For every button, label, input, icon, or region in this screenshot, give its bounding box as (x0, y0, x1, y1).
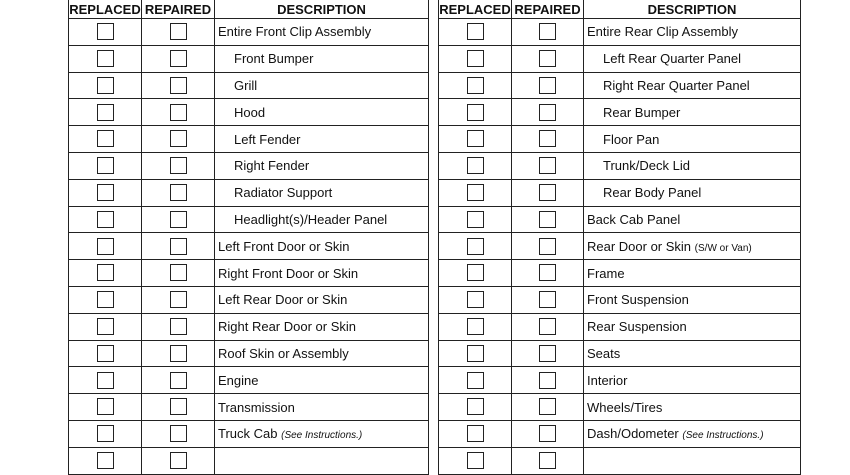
table-row (69, 420, 429, 447)
left-replaced-header: REPLACED (69, 0, 142, 19)
replaced-checkbox[interactable] (467, 184, 484, 201)
description-cell (215, 286, 429, 313)
description-label: Engine (218, 372, 259, 388)
table-row (439, 179, 801, 206)
replaced-checkbox[interactable] (97, 318, 114, 335)
description-label: Left Fender (234, 131, 301, 147)
replaced-checkbox[interactable] (97, 425, 114, 442)
replaced-checkbox[interactable] (97, 184, 114, 201)
left-replaced-cell (69, 394, 142, 421)
table-row (69, 72, 429, 99)
table-row (69, 206, 429, 233)
table-row (439, 206, 801, 233)
repaired-checkbox[interactable] (170, 23, 187, 40)
description-cell (215, 19, 429, 46)
repaired-checkbox[interactable] (539, 157, 556, 174)
description-cell (215, 126, 429, 153)
right-replaced-cell (439, 394, 512, 421)
description-note: (See Instructions.) (682, 430, 764, 442)
left-replaced-cell (69, 152, 142, 179)
replaced-checkbox[interactable] (97, 50, 114, 67)
description-cell (215, 260, 429, 287)
description-cell (215, 206, 429, 233)
left-repaired-cell (142, 340, 215, 367)
left-replaced-cell (69, 260, 142, 287)
description-label: Grill (234, 77, 258, 93)
table-row (69, 99, 429, 126)
checkbox-cell (439, 447, 512, 474)
replaced-checkbox[interactable] (97, 398, 114, 415)
right-repaired-cell (512, 340, 584, 367)
repaired-checkbox[interactable] (170, 157, 187, 174)
table-row (439, 152, 801, 179)
left-replaced-cell (69, 233, 142, 260)
description-cell (215, 72, 429, 99)
left-repaired-cell (142, 72, 215, 99)
replaced-checkbox[interactable] (467, 318, 484, 335)
left-replaced-cell (69, 72, 142, 99)
replaced-checkbox[interactable] (467, 264, 484, 281)
table-row (439, 286, 801, 313)
replaced-checkbox[interactable] (467, 104, 484, 121)
description-label: Left Front Door or Skin (218, 238, 350, 254)
repaired-checkbox[interactable] (170, 77, 187, 94)
repaired-checkbox[interactable] (170, 104, 187, 121)
description-cell (584, 286, 801, 313)
description-cell (215, 45, 429, 72)
right-repaired-cell (512, 313, 584, 340)
right-repaired-cell (512, 99, 584, 126)
table-row (69, 19, 429, 46)
left-damage-table (68, 0, 429, 475)
description-label: Hood (234, 104, 266, 120)
left-repaired-cell (142, 420, 215, 447)
right-replaced-header: REPLACED (439, 0, 512, 19)
description-label: Left Rear Quarter Panel (603, 51, 742, 67)
table-row (439, 99, 801, 126)
left-replaced-cell (69, 126, 142, 153)
description-cell (215, 233, 429, 260)
description-label: Headlight(s)/Header Panel (234, 211, 388, 227)
table-row (69, 179, 429, 206)
description-label: Back Cab Panel (587, 211, 681, 227)
right-repaired-cell (512, 19, 584, 46)
table-row (69, 340, 429, 367)
left-repaired-cell (142, 206, 215, 233)
right-replaced-cell (439, 313, 512, 340)
right-replaced-cell (439, 19, 512, 46)
replaced-checkbox[interactable] (467, 23, 484, 40)
left-repaired-cell (142, 367, 215, 394)
left-repaired-cell (142, 179, 215, 206)
description-cell (215, 99, 429, 126)
description-cell (584, 45, 801, 72)
description-cell (584, 19, 801, 46)
repaired-checkbox[interactable] (539, 50, 556, 67)
replaced-checkbox[interactable] (467, 77, 484, 94)
table-row (69, 233, 429, 260)
left-table-body (69, 19, 429, 475)
replaced-checkbox[interactable] (97, 452, 114, 469)
right-replaced-cell (439, 367, 512, 394)
repaired-checkbox[interactable] (539, 318, 556, 335)
left-repaired-cell (142, 233, 215, 260)
repaired-checkbox[interactable] (539, 77, 556, 94)
description-label: Front Suspension (587, 292, 689, 308)
right-repaired-cell (512, 179, 584, 206)
description-cell (584, 72, 801, 99)
table-row (69, 447, 429, 474)
table-row (69, 45, 429, 72)
left-replaced-cell (69, 19, 142, 46)
repaired-checkbox[interactable] (170, 184, 187, 201)
right-repaired-cell (512, 260, 584, 287)
repaired-checkbox[interactable] (170, 345, 187, 362)
description-label: Dash/Odometer (587, 426, 679, 442)
replaced-checkbox[interactable] (97, 130, 114, 147)
right-replaced-cell (439, 179, 512, 206)
right-repaired-cell (512, 233, 584, 260)
description-label: Right Rear Quarter Panel (603, 77, 750, 93)
table-row (439, 233, 801, 260)
table-row (439, 367, 801, 394)
left-description-header: DESCRIPTION (215, 0, 429, 19)
description-cell (584, 126, 801, 153)
left-replaced-cell (69, 45, 142, 72)
repaired-checkbox[interactable] (170, 291, 187, 308)
table-row (439, 340, 801, 367)
replaced-checkbox[interactable] (467, 130, 484, 147)
repaired-checkbox[interactable] (539, 264, 556, 281)
description-cell (215, 367, 429, 394)
repaired-checkbox[interactable] (170, 398, 187, 415)
table-row (439, 72, 801, 99)
replaced-checkbox[interactable] (467, 211, 484, 228)
table-row (69, 152, 429, 179)
repaired-checkbox[interactable] (170, 264, 187, 281)
right-replaced-cell (439, 260, 512, 287)
description-label: Truck Cab (218, 426, 278, 442)
left-repaired-cell (142, 286, 215, 313)
table-row (69, 260, 429, 287)
description-label: Rear Door or Skin (587, 238, 692, 254)
right-repaired-cell (512, 420, 584, 447)
description-cell (215, 152, 429, 179)
replaced-checkbox[interactable] (467, 345, 484, 362)
left-repaired-cell (142, 45, 215, 72)
description-cell (584, 420, 801, 447)
left-replaced-cell (69, 179, 142, 206)
repaired-checkbox[interactable] (170, 372, 187, 389)
replaced-checkbox[interactable] (97, 238, 114, 255)
replaced-checkbox[interactable] (467, 452, 484, 469)
table-row (69, 394, 429, 421)
description-label: Seats (587, 345, 621, 361)
repaired-checkbox[interactable] (170, 452, 187, 469)
left-repaired-cell (142, 260, 215, 287)
checkbox-cell (512, 447, 584, 474)
description-label: Rear Suspension (587, 319, 687, 335)
right-replaced-cell (439, 45, 512, 72)
replaced-checkbox[interactable] (97, 211, 114, 228)
description-cell (584, 367, 801, 394)
right-replaced-cell (439, 233, 512, 260)
replaced-checkbox[interactable] (97, 157, 114, 174)
description-label: Interior (587, 372, 628, 388)
description-label: Front Bumper (234, 51, 314, 67)
right-replaced-cell (439, 286, 512, 313)
description-cell (584, 152, 801, 179)
checkbox-cell (69, 447, 142, 474)
description-label: Rear Body Panel (603, 185, 702, 201)
repaired-checkbox[interactable] (170, 318, 187, 335)
right-replaced-cell (439, 206, 512, 233)
left-repaired-cell (142, 19, 215, 46)
right-header-row (439, 0, 801, 19)
replaced-checkbox[interactable] (467, 157, 484, 174)
description-cell (584, 313, 801, 340)
replaced-checkbox[interactable] (467, 50, 484, 67)
description-note: (See Instructions.) (281, 430, 363, 442)
description-cell (215, 447, 429, 474)
table-row (439, 447, 801, 474)
right-repaired-cell (512, 126, 584, 153)
replaced-checkbox[interactable] (97, 291, 114, 308)
description-cell (215, 420, 429, 447)
description-cell (215, 340, 429, 367)
left-repaired-cell (142, 313, 215, 340)
table-row (69, 286, 429, 313)
table-row (69, 313, 429, 340)
left-replaced-cell (69, 206, 142, 233)
replaced-checkbox[interactable] (467, 398, 484, 415)
description-label: Right Rear Door or Skin (218, 319, 356, 335)
description-label: Wheels/Tires (587, 399, 663, 415)
replaced-checkbox[interactable] (97, 23, 114, 40)
description-label: Entire Front Clip Assembly (218, 24, 372, 40)
left-repaired-cell (142, 152, 215, 179)
description-label: Floor Pan (603, 131, 660, 147)
description-label: Entire Rear Clip Assembly (587, 24, 738, 40)
right-replaced-cell (439, 72, 512, 99)
repaired-checkbox[interactable] (539, 211, 556, 228)
replaced-checkbox[interactable] (97, 345, 114, 362)
replaced-checkbox[interactable] (467, 372, 484, 389)
repaired-checkbox[interactable] (539, 425, 556, 442)
table-row (439, 45, 801, 72)
right-replaced-cell (439, 152, 512, 179)
table-row (439, 19, 801, 46)
right-repaired-cell (512, 72, 584, 99)
right-repaired-cell (512, 367, 584, 394)
right-description-header: DESCRIPTION (584, 0, 801, 19)
repaired-checkbox[interactable] (539, 398, 556, 415)
right-repaired-cell (512, 286, 584, 313)
right-repaired-cell (512, 394, 584, 421)
checkbox-cell (142, 447, 215, 474)
description-cell (584, 260, 801, 287)
repaired-checkbox[interactable] (539, 238, 556, 255)
description-label: Left Rear Door or Skin (218, 292, 348, 308)
description-cell (584, 179, 801, 206)
description-cell (584, 233, 801, 260)
description-cell (584, 447, 801, 474)
table-row (439, 313, 801, 340)
table-row (69, 126, 429, 153)
repaired-checkbox[interactable] (170, 211, 187, 228)
replaced-checkbox[interactable] (97, 77, 114, 94)
description-cell (215, 394, 429, 421)
replaced-checkbox[interactable] (467, 291, 484, 308)
table-row (69, 367, 429, 394)
replaced-checkbox[interactable] (97, 372, 114, 389)
right-repaired-cell (512, 206, 584, 233)
left-replaced-cell (69, 367, 142, 394)
replaced-checkbox[interactable] (467, 425, 484, 442)
description-cell (584, 394, 801, 421)
description-note: (S/W or Van) (694, 242, 752, 254)
repaired-checkbox[interactable] (539, 291, 556, 308)
description-label: Transmission (218, 399, 295, 415)
left-repaired-cell (142, 394, 215, 421)
description-cell (584, 340, 801, 367)
replaced-checkbox[interactable] (467, 238, 484, 255)
left-replaced-cell (69, 313, 142, 340)
repaired-checkbox[interactable] (539, 23, 556, 40)
left-repaired-cell (142, 126, 215, 153)
table-row (439, 394, 801, 421)
repaired-checkbox[interactable] (539, 372, 556, 389)
table-row (439, 126, 801, 153)
repaired-checkbox[interactable] (539, 345, 556, 362)
repaired-checkbox[interactable] (539, 452, 556, 469)
description-label: Right Front Door or Skin (218, 265, 359, 281)
table-row (439, 420, 801, 447)
table-row (439, 260, 801, 287)
left-header-row (69, 0, 429, 19)
right-damage-table (438, 0, 801, 475)
description-label: Rear Bumper (603, 104, 681, 120)
left-replaced-cell (69, 99, 142, 126)
description-label: Frame (587, 265, 625, 281)
repaired-checkbox[interactable] (539, 130, 556, 147)
right-table-body (439, 19, 801, 475)
right-repaired-cell (512, 152, 584, 179)
replaced-checkbox[interactable] (97, 104, 114, 121)
repaired-checkbox[interactable] (170, 238, 187, 255)
description-cell (584, 99, 801, 126)
repaired-checkbox[interactable] (539, 184, 556, 201)
left-replaced-cell (69, 420, 142, 447)
repaired-checkbox[interactable] (170, 50, 187, 67)
description-cell (215, 313, 429, 340)
description-cell (584, 206, 801, 233)
repaired-checkbox[interactable] (170, 425, 187, 442)
repaired-checkbox[interactable] (539, 104, 556, 121)
replaced-checkbox[interactable] (97, 264, 114, 281)
description-label: Trunk/Deck Lid (603, 158, 690, 174)
right-repaired-cell (512, 45, 584, 72)
right-replaced-cell (439, 340, 512, 367)
repaired-checkbox[interactable] (170, 130, 187, 147)
left-repaired-cell (142, 99, 215, 126)
left-repaired-header: REPAIRED (142, 0, 215, 19)
description-label: Roof Skin or Assembly (218, 345, 349, 361)
description-cell (215, 179, 429, 206)
description-label: Radiator Support (234, 185, 333, 201)
right-replaced-cell (439, 99, 512, 126)
right-replaced-cell (439, 420, 512, 447)
right-replaced-cell (439, 126, 512, 153)
right-repaired-header: REPAIRED (512, 0, 584, 19)
description-label: Right Fender (234, 158, 310, 174)
left-replaced-cell (69, 340, 142, 367)
left-replaced-cell (69, 286, 142, 313)
